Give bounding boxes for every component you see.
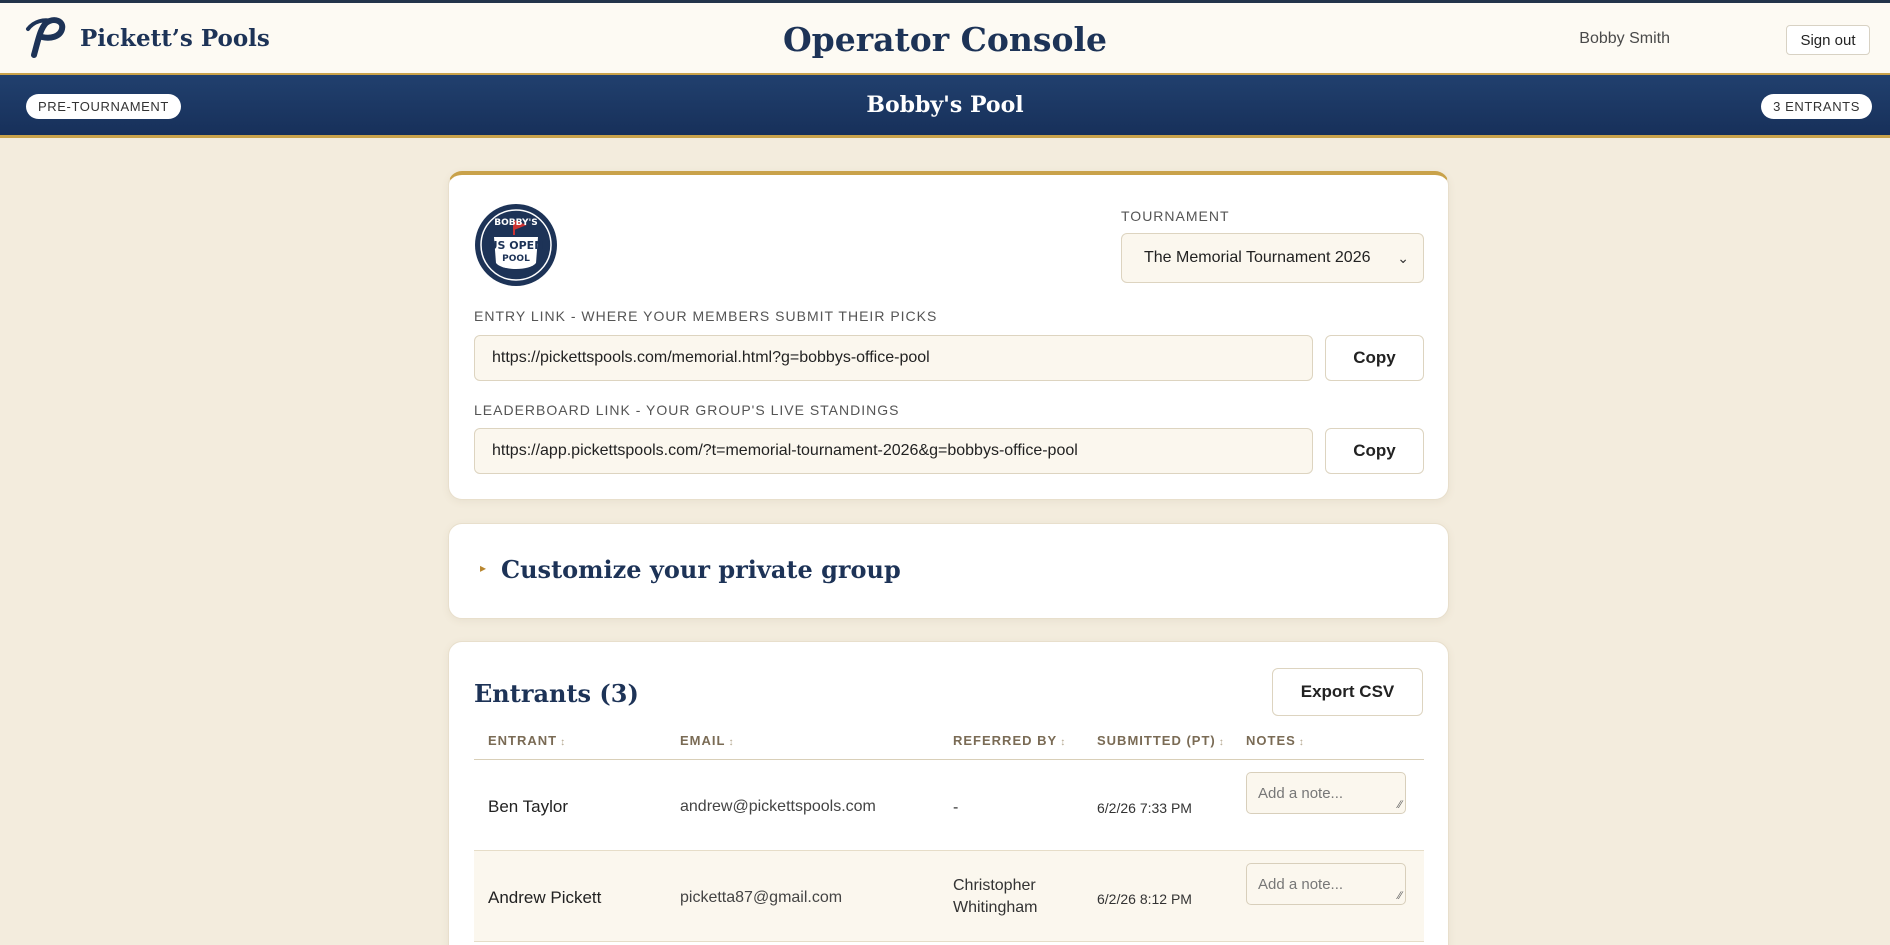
sort-icon: ↕ xyxy=(1298,737,1305,748)
entrants-count-badge: 3 ENTRANTS xyxy=(1761,94,1872,119)
column-header-email[interactable]: EMAIL ↕ xyxy=(680,733,735,748)
export-csv-button[interactable]: Export CSV xyxy=(1272,668,1423,716)
sort-icon: ↕ xyxy=(560,737,567,748)
resize-handle-icon[interactable]: ∕∕ xyxy=(1398,799,1402,811)
column-header-referred-by[interactable]: REFERRED BY ↕ xyxy=(953,733,1067,748)
table-row xyxy=(474,851,1424,942)
pool-badge-logo xyxy=(474,203,558,287)
tournament-select[interactable] xyxy=(1121,233,1424,283)
sort-icon: ↕ xyxy=(728,737,735,748)
pool-name: Bobby's Pool xyxy=(866,92,1024,118)
chevron-down-icon: ⌄ xyxy=(1397,250,1409,266)
resize-handle-icon[interactable]: ∕∕ xyxy=(1398,890,1402,902)
entrant-submitted: 6/2/26 7:33 PM xyxy=(1097,800,1192,816)
entry-link-input[interactable] xyxy=(474,335,1313,381)
entrant-name: Ben Taylor xyxy=(488,797,569,816)
leaderboard-link-label: LEADERBOARD LINK - YOUR GROUP'S LIVE STANDINGS xyxy=(474,402,900,418)
note-placeholder: Add a note... xyxy=(1258,876,1344,893)
leaderboard-link-input[interactable] xyxy=(474,428,1313,474)
badge-text-bottom: POOL xyxy=(502,254,530,264)
entrants-title: Entrants (3) xyxy=(474,679,639,708)
copy-entry-link-button[interactable]: Copy xyxy=(1325,335,1424,381)
entry-link-label: ENTRY LINK - WHERE YOUR MEMBERS SUBMIT THEIR PICKS xyxy=(474,308,938,324)
entrant-referred-by: - xyxy=(953,799,959,816)
page-title: Operator Console xyxy=(782,20,1108,59)
sort-icon: ↕ xyxy=(1060,737,1067,748)
note-input[interactable] xyxy=(1246,772,1406,814)
entrants-table xyxy=(474,722,1424,942)
table-row xyxy=(474,760,1424,851)
note-placeholder: Add a note... xyxy=(1258,785,1344,802)
badge-text-middle: US OPEN xyxy=(488,239,544,252)
tournament-selected-value: The Memorial Tournament 2026 xyxy=(1144,249,1371,266)
brand-name[interactable]: Pickett’s Pools xyxy=(80,25,270,52)
column-header-entrant[interactable]: ENTRANT ↕ xyxy=(488,733,567,748)
customize-group-section[interactable] xyxy=(448,523,1449,619)
pool-bar xyxy=(0,75,1890,138)
copy-leaderboard-link-button[interactable]: Copy xyxy=(1325,428,1424,474)
sign-out-button[interactable]: Sign out xyxy=(1786,25,1870,55)
entrant-email: andrew@pickettspools.com xyxy=(680,798,876,815)
badge-text-top: BOBBY'S xyxy=(494,218,538,228)
entrant-submitted: 6/2/26 8:12 PM xyxy=(1097,891,1192,907)
tournament-label: TOURNAMENT xyxy=(1121,208,1230,224)
entrant-email: picketta87@gmail.com xyxy=(680,889,843,906)
column-header-notes[interactable]: NOTES ↕ xyxy=(1246,733,1305,748)
entrant-name: Andrew Pickett xyxy=(488,888,602,907)
entrant-referred-by: Christopher Whitingham xyxy=(953,877,1038,916)
customize-group-toggle[interactable]: Customize your private group xyxy=(501,555,901,584)
top-header xyxy=(0,0,1890,75)
entrants-card xyxy=(448,641,1449,945)
user-name: Bobby Smith xyxy=(1579,30,1670,47)
expand-arrow-icon[interactable]: ▸ xyxy=(480,561,487,575)
table-header xyxy=(474,722,1424,760)
links-card xyxy=(448,171,1449,500)
pickett-logo-icon[interactable] xyxy=(24,15,68,61)
sort-icon: ↕ xyxy=(1218,737,1225,748)
status-badge: PRE-TOURNAMENT xyxy=(26,94,181,119)
note-input[interactable] xyxy=(1246,863,1406,905)
column-header-submitted[interactable]: SUBMITTED (PT) ↕ xyxy=(1097,733,1225,748)
